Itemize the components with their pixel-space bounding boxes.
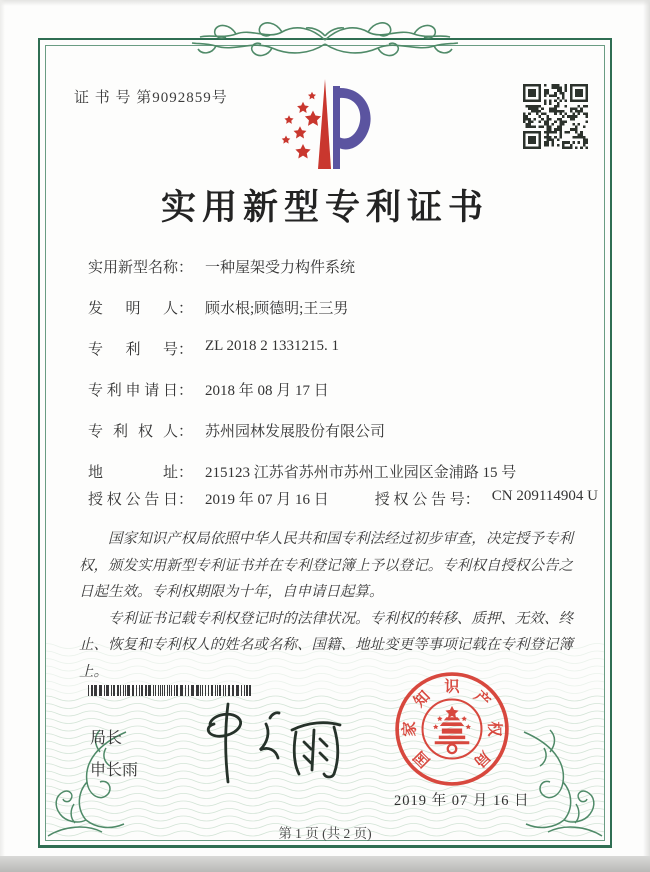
field-rows <box>88 256 516 502</box>
field-value: 苏州园林发展股份有限公司 <box>205 424 386 440</box>
field-row <box>88 420 516 461</box>
photo-edge-right <box>643 0 650 872</box>
field-label: 专利申请日 <box>88 383 178 399</box>
svg-text:知: 知 <box>410 687 434 711</box>
svg-text:识: 识 <box>444 678 460 696</box>
svg-text:产: 产 <box>470 687 494 711</box>
field-value: 215123 江苏省苏州市苏州工业园区金浦路 15 号 <box>205 465 517 481</box>
grant-date-label: 授权公告日 <box>88 492 178 508</box>
svg-text:家: 家 <box>401 721 419 737</box>
cnipa-logo-icon <box>276 76 378 172</box>
seal-date: 2019 年 07 月 16 日 <box>394 793 530 809</box>
photo-edge-left <box>0 0 5 872</box>
grant-number-pair <box>375 488 598 509</box>
signer-block <box>90 723 138 787</box>
field-row <box>88 338 516 379</box>
top-flourish-ornament-icon <box>178 14 472 66</box>
field-label: 地址 <box>88 465 178 481</box>
field-colon: ： <box>178 424 194 440</box>
field-label: 专利号 <box>88 342 178 358</box>
page-footer: 第 1 页 (共 2 页) <box>278 826 372 841</box>
certificate-number: 证 书 号 第9092859号 <box>74 90 228 106</box>
grant-date-value: 2019 年 07 月 16 日 <box>205 492 329 508</box>
field-value: 2018 年 08 月 17 日 <box>205 383 329 399</box>
field-colon: ： <box>178 260 194 276</box>
field-value: ZL 2018 2 1331215. 1 <box>205 338 340 354</box>
field-row <box>88 379 516 420</box>
field-label: 发明人 <box>88 301 178 317</box>
field-colon: ： <box>178 383 194 399</box>
grant-number-label: 授权公告号 <box>374 492 465 508</box>
signer-name: 申长雨 <box>90 762 139 779</box>
body-text <box>79 526 573 685</box>
field-row <box>88 297 516 338</box>
grant-row <box>88 488 598 509</box>
national-emblem-icon <box>423 700 482 759</box>
field-row <box>88 256 516 297</box>
field-colon: ： <box>178 465 194 481</box>
signature-handwriting-icon <box>192 694 350 794</box>
grant-number-colon: ： <box>464 492 480 508</box>
field-label: 专利权人 <box>88 424 178 440</box>
field-colon: ： <box>178 301 194 317</box>
svg-text:权: 权 <box>485 721 503 737</box>
qr-code <box>523 84 588 149</box>
field-value: 顾水根;顾德明;王三男 <box>205 301 349 317</box>
field-label: 实用新型名称 <box>88 260 179 276</box>
photo-edge-top <box>0 0 650 6</box>
grant-date-colon: ： <box>178 492 194 508</box>
svg-text:局: 局 <box>470 747 494 771</box>
photo-edge-bottom <box>0 856 650 872</box>
signer-title: 局长 <box>90 730 123 747</box>
body-paragraph: 国家知识产权局依照中华人民共和国专利法经过初步审查，决定授予专利权，颁发实用新型专利证书并在专利登记簿上予以登记。专利权自授权公告之日起生效。专利权期限为十年，自申请日起算。 <box>79 531 573 600</box>
body-paragraph: 专利证书记载专利权登记时的法律状况。专利权的转移、质押、无效、终止、恢复和专利权人的姓名或名称、国籍、地址变更等事项记载在专利登记簿上。 <box>79 610 573 680</box>
certificate-title: 实用新型专利证书 <box>160 188 489 227</box>
grant-date-pair <box>88 488 329 509</box>
svg-text:国: 国 <box>410 747 434 771</box>
grant-number-value: CN 209114904 U <box>491 488 598 504</box>
field-colon: ： <box>178 342 194 358</box>
field-value: 一种屋架受力构件系统 <box>205 260 356 276</box>
red-seal-icon <box>391 668 513 790</box>
